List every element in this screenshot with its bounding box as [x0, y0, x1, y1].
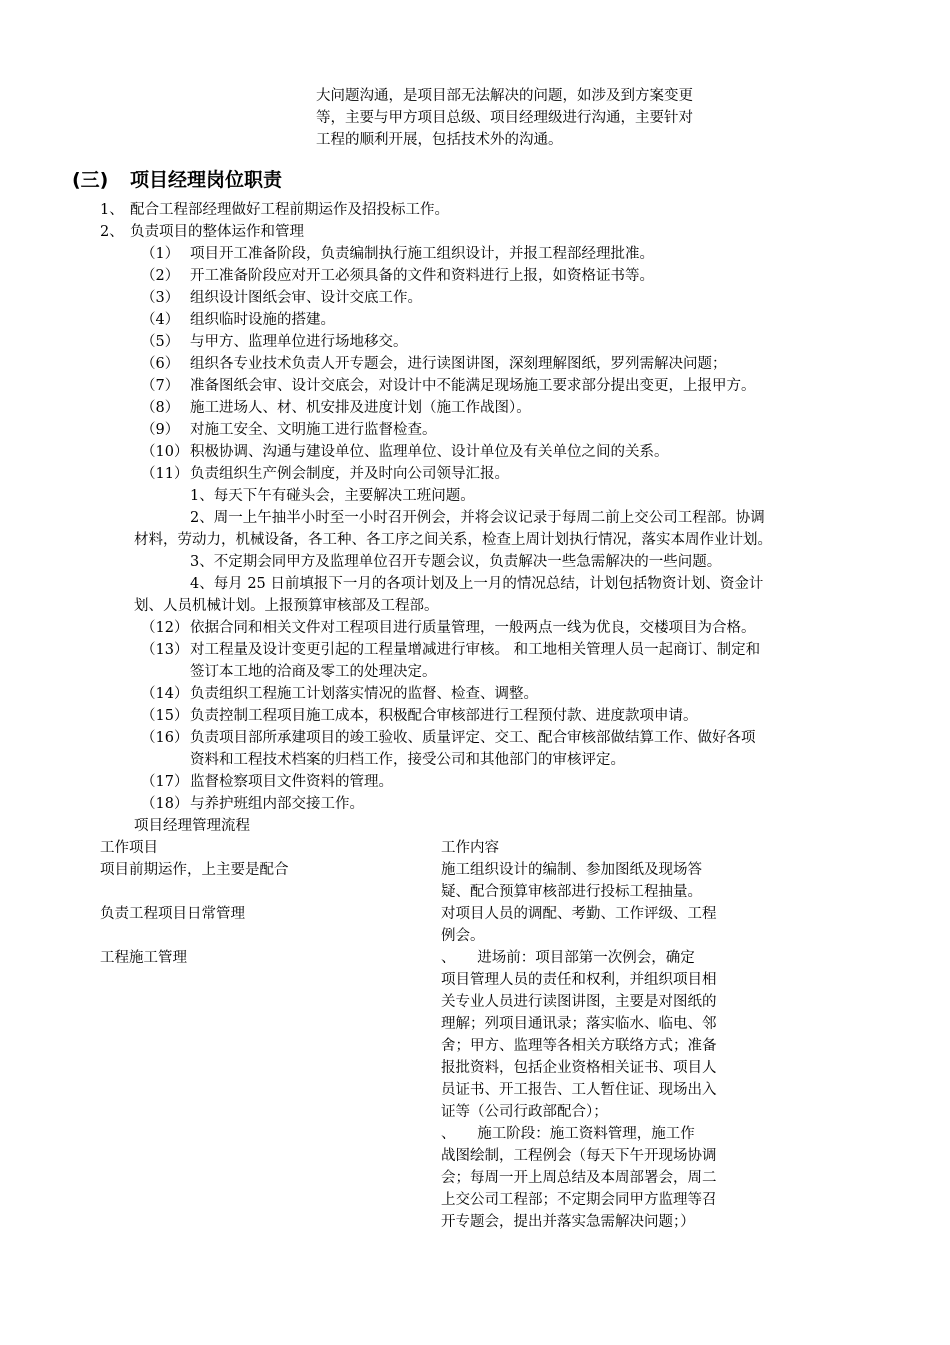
item-text: 对施工安全、文明施工进行监督检查。 [190, 422, 437, 438]
item-marker: （17） [141, 774, 189, 790]
item-marker: （16） [141, 730, 189, 746]
item-text: 准备图纸会审、设计交底会，对设计中不能满足现场施工要求部分提出变更，上报甲方。 [190, 378, 756, 394]
content-line: 会；每周一开上周总结及本周部署会，周二 [441, 1170, 717, 1186]
item-marker: （2） [141, 268, 180, 284]
item-text: 资料和工程技术档案的归档工作，接受公司和其他部门的审核评定。 [190, 752, 625, 768]
item-text: 项目开工准备阶段，负责编制执行施工组织设计，并报工程部经理批准。 [190, 246, 654, 262]
duty-item [100, 221, 304, 243]
process-row-content [441, 903, 717, 947]
content-line: 疑、配合预算审核部进行投标工程抽量。 [441, 884, 702, 900]
item-text: 积极协调、沟通与建设单位、监理单位、设计单位及有关单位之间的关系。 [190, 444, 669, 460]
content-line: 员证书、开工报告、工人暂住证、现场出入 [441, 1082, 717, 1098]
process-row-item: 项目前期运作，上主要是配合 [100, 862, 289, 878]
process-row-content [441, 947, 717, 1233]
item-marker: （15） [141, 708, 189, 724]
list-item [141, 419, 881, 441]
duty-item [100, 199, 449, 221]
list-item [141, 639, 881, 680]
content-line: 关专业人员进行读图讲图，主要是对图纸的 [441, 994, 717, 1010]
item-text: 与养护班组内部交接工作。 [190, 796, 364, 812]
list-item [141, 793, 881, 815]
content-line: 对项目人员的调配、考勤、工作评级、工程 [441, 906, 717, 922]
item-marker: （5） [141, 334, 180, 350]
section-heading [72, 167, 282, 193]
item-text: 对工程量及设计变更引起的工程量增减进行审核。 和工地相关管理人员一起商订、制定和 [190, 642, 761, 658]
process-row-item: 负责工程项目日常管理 [100, 906, 245, 922]
sub-item-continuation: 材料，劳动力，机械设备，各工种、各工序之间关系，检查上周计划执行情况，落实本周作业计划。 [134, 532, 772, 548]
list-item [141, 617, 881, 639]
duty-marker: 1、 [100, 202, 124, 218]
content-line: 舍；甲方、监理等各相关方联络方式；准备 [441, 1038, 717, 1054]
intro-line: 工程的顺利开展，包括技术外的沟通。 [316, 132, 563, 148]
content-line: 开专题会，提出并落实急需解决问题；） [441, 1214, 695, 1230]
item-text: 签订本工地的洽商及零工的处理决定。 [190, 664, 437, 680]
sub-item: 3、不定期会同甲方及监理单位召开专题会议，负责解决一些急需解决的一些问题。 [190, 554, 722, 570]
list-item [141, 243, 881, 265]
sub-item: 4、每月 25 日前填报下一月的各项计划及上一月的情况总结，计划包括物资计划、资金计 [190, 576, 764, 592]
duty-text: 负责项目的整体运作和管理 [130, 224, 304, 240]
item-marker: （3） [141, 290, 180, 306]
intro-line: 等，主要与甲方项目总级、项目经理级进行沟通，主要针对 [316, 110, 693, 126]
column-header-item: 工作项目 [100, 840, 158, 856]
content-line: 战图绘制，工程例会（每天下午开现场协调 [441, 1148, 717, 1164]
item-marker: （11） [141, 466, 189, 482]
content-line: 例会。 [441, 928, 485, 944]
item-marker: （13） [141, 642, 189, 658]
item-text: 负责组织生产例会制度，并及时向公司领导汇报。 [190, 466, 509, 482]
intro-line: 大问题沟通，是项目部无法解决的问题，如涉及到方案变更 [316, 88, 693, 104]
item-text: 负责项目部所承建项目的竣工验收、质量评定、交工、配合审核部做结算工作、做好各项 [190, 730, 756, 746]
item-marker: （8） [141, 400, 180, 416]
process-title: 项目经理管理流程 [134, 818, 250, 834]
item-marker: （7） [141, 378, 180, 394]
column-header-content: 工作内容 [441, 840, 499, 856]
item-marker: （1） [141, 246, 180, 262]
content-line: 理解；列项目通讯录；落实临水、临电、邻 [441, 1016, 717, 1032]
list-item [141, 463, 881, 485]
item-marker: （12） [141, 620, 189, 636]
content-line: 、 进场前：项目部第一次例会，确定 [441, 950, 695, 966]
section-title: 项目经理岗位职责 [130, 169, 283, 191]
list-item [141, 705, 881, 727]
sub-item: 2、周一上午抽半小时至一小时召开例会，并将会议记录于每周二前上交公司工程部。协调 [190, 510, 765, 526]
item-text: 组织各专业技术负责人开专题会，进行读图讲图，深刻理解图纸，罗列需解决问题； [190, 356, 727, 372]
item-text: 监督检察项目文件资料的管理。 [190, 774, 393, 790]
content-line: 报批资料，包括企业资格相关证书、项目人 [441, 1060, 717, 1076]
item-marker: （4） [141, 312, 180, 328]
item-marker: （18） [141, 796, 189, 812]
list-item [141, 287, 881, 309]
process-row-content [441, 859, 702, 903]
content-line: 施工组织设计的编制、参加图纸及现场答 [441, 862, 702, 878]
item-text: 开工准备阶段应对开工必须具备的文件和资料进行上报，如资格证书等。 [190, 268, 654, 284]
list-item [141, 265, 881, 287]
intro-paragraph [316, 85, 756, 151]
duty-text: 配合工程部经理做好工程前期运作及招投标工作。 [130, 202, 449, 218]
content-line: 、 施工阶段：施工资料管理，施工作 [441, 1126, 695, 1142]
list-item [141, 309, 881, 331]
list-item [141, 771, 881, 793]
content-line: 项目管理人员的责任和权利，并组织项目相 [441, 972, 717, 988]
item-marker: （9） [141, 422, 180, 438]
item-text: 组织设计图纸会审、设计交底工作。 [190, 290, 422, 306]
section-number: (三) [72, 169, 109, 191]
list-item [141, 397, 881, 419]
list-item [141, 353, 881, 375]
content-line: 上交公司工程部；不定期会同甲方监理等召 [441, 1192, 717, 1208]
content-line: 证等（公司行政部配合）； [441, 1104, 608, 1120]
list-item [141, 441, 881, 463]
item-marker: （6） [141, 356, 180, 372]
item-text: 施工进场人、材、机安排及进度计划（施工作战图）。 [190, 400, 531, 416]
item-text: 组织临时设施的搭建。 [190, 312, 335, 328]
duty-marker: 2、 [100, 224, 124, 240]
process-row-item: 工程施工管理 [100, 950, 187, 966]
item-marker: （14） [141, 686, 189, 702]
list-item [141, 683, 881, 705]
list-item [141, 331, 881, 353]
list-item [141, 375, 881, 397]
sub-item: 1、每天下午有碰头会，主要解决工班问题。 [190, 488, 475, 504]
item-marker: （10） [141, 444, 189, 460]
list-item [141, 727, 881, 768]
sub-item-continuation: 划、人员机械计划。上报预算审核部及工程部。 [134, 598, 439, 614]
item-text: 依据合同和相关文件对工程项目进行质量管理，一般两点一线为优良，交楼项目为合格。 [190, 620, 756, 636]
item-text: 负责控制工程项目施工成本，积极配合审核部进行工程预付款、进度款项申请。 [190, 708, 698, 724]
item-text: 与甲方、监理单位进行场地移交。 [190, 334, 408, 350]
item-text: 负责组织工程施工计划落实情况的监督、检查、调整。 [190, 686, 538, 702]
